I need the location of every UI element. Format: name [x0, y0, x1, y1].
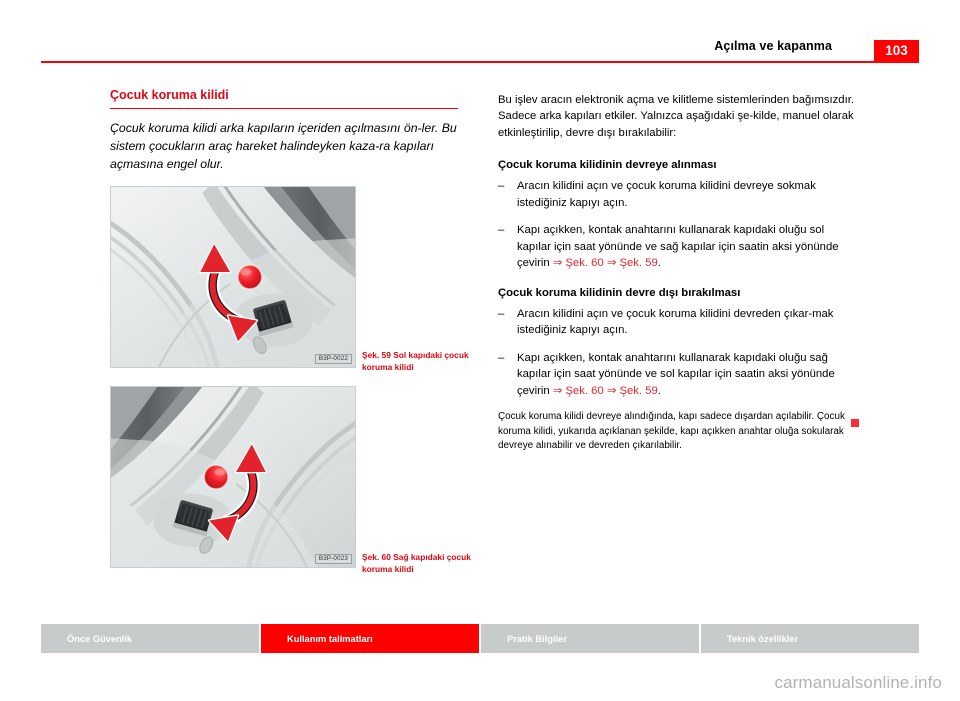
step-text: Kapı açıkken, kontak anahtarını kullanarak kapıdaki oluğu sol kapılar için saat yönünde ve sağ kapılar için saatin aksi yönünde çevirin: [517, 224, 839, 270]
page-number-badge: 103: [874, 40, 919, 61]
right-intro-paragraph: Bu işlev aracın elektronik açma ve kilitleme sistemlerinden bağımsızdır. Sadece arka kapıları etkiler. Yalnızca aşağıdaki şe-kilde, manuel olarak etkinleştirilip, devre dışı bırakılabilir:: [498, 94, 854, 139]
figure-right-door-child-lock: [110, 386, 356, 568]
cross-reference-sek59[interactable]: ⇒ Şek. 59: [606, 257, 658, 270]
page-title: Açılma ve kapanma: [714, 39, 832, 53]
figure-caption-59: [362, 350, 482, 373]
cross-reference-sek60[interactable]: ⇒ Şek. 60: [552, 257, 604, 270]
figure-caption-label: Şek. 60: [362, 552, 394, 562]
closing-paragraph: Çocuk koruma kilidi devreye alındığında, kapı sadece dışardan açılabilir. Çocuk koruma kilidi, yukarıda açıklanan şekilde, kapı açıkken anahtar oluğa sokularak devreye alınabilir ve devreden çıkarılabilir.: [498, 411, 845, 452]
step-text: Aracın kilidini açın ve çocuk koruma kilidini devreden çıkar-mak istediğiniz kapıyı açın.: [517, 307, 834, 337]
activate-step-1: [498, 178, 860, 211]
figure-left-door-child-lock: [110, 186, 356, 368]
dash-bullet: –: [498, 180, 505, 193]
left-intro-paragraph: Çocuk koruma kilidi arka kapıların içeriden açılmasını ön-ler. Bu sistem çocukların araç hareket halindeyken kaza-ra kapıları açmasına engel olur.: [110, 121, 457, 171]
site-watermark: carmanualsonline.info: [774, 673, 942, 692]
step-suffix: .: [657, 257, 661, 270]
lock-knob-icon: [204, 465, 228, 489]
step-suffix: .: [657, 384, 661, 397]
section-heading: Çocuk koruma kilidi: [110, 88, 229, 102]
figure-id-badge: B3P-0022: [315, 354, 352, 364]
left-column: [110, 88, 458, 174]
figure-caption-60: [362, 552, 482, 575]
figure-caption-text: Sol kapıdaki çocuk koruma kilidi: [362, 350, 469, 372]
figure-left-illustration: [111, 187, 355, 367]
cross-reference-sek59[interactable]: ⇒ Şek. 59: [606, 384, 658, 397]
figure-caption-text: Sağ kapıdaki çocuk koruma kilidi: [362, 552, 471, 574]
subheading-deactivate: Çocuk koruma kilidinin devre dışı bırakılması: [498, 286, 741, 299]
dash-bullet: –: [498, 307, 505, 320]
right-column: [498, 92, 860, 454]
footer-tab-pratik-bilgiler[interactable]: Pratik Bilgiler: [481, 624, 701, 653]
footer-navigation: [41, 624, 919, 653]
page-header: [0, 0, 960, 72]
subheading-activate: Çocuk koruma kilidinin devreye alınması: [498, 159, 717, 172]
footer-tab-once-guvenlik[interactable]: Önce Güvenlik: [41, 624, 261, 653]
deactivate-step-1: [498, 306, 860, 339]
figure-caption-label: Şek. 59: [362, 350, 394, 360]
footer-tab-teknik-ozellikler[interactable]: Teknik özellikler: [701, 624, 919, 653]
step-text: Aracın kilidini açın ve çocuk koruma kilidini devreye sokmak istediğiniz kapıyı açın.: [517, 180, 816, 209]
dash-bullet: –: [498, 351, 505, 364]
section-heading-divider: [110, 108, 458, 109]
footer-tab-kullanim-talimatlari[interactable]: Kullanım talimatları: [261, 624, 481, 653]
header-divider: [41, 61, 919, 63]
activate-step-2: [498, 222, 860, 271]
figure-right-illustration: [111, 387, 355, 567]
deactivate-step-2: [498, 350, 860, 399]
dash-bullet: –: [498, 224, 505, 237]
cross-reference-sek60[interactable]: ⇒ Şek. 60: [552, 384, 604, 397]
lock-knob-icon: [238, 265, 262, 289]
figure-id-badge: B3P-0023: [315, 554, 352, 564]
step-text: Kapı açıkken, kontak anahtarını kullanarak kapıdaki oluğu sağ kapılar için saat yönünde ve sol kapılar için saatin aksi yönünde çevirin: [517, 351, 835, 397]
section-end-marker: [851, 419, 859, 427]
